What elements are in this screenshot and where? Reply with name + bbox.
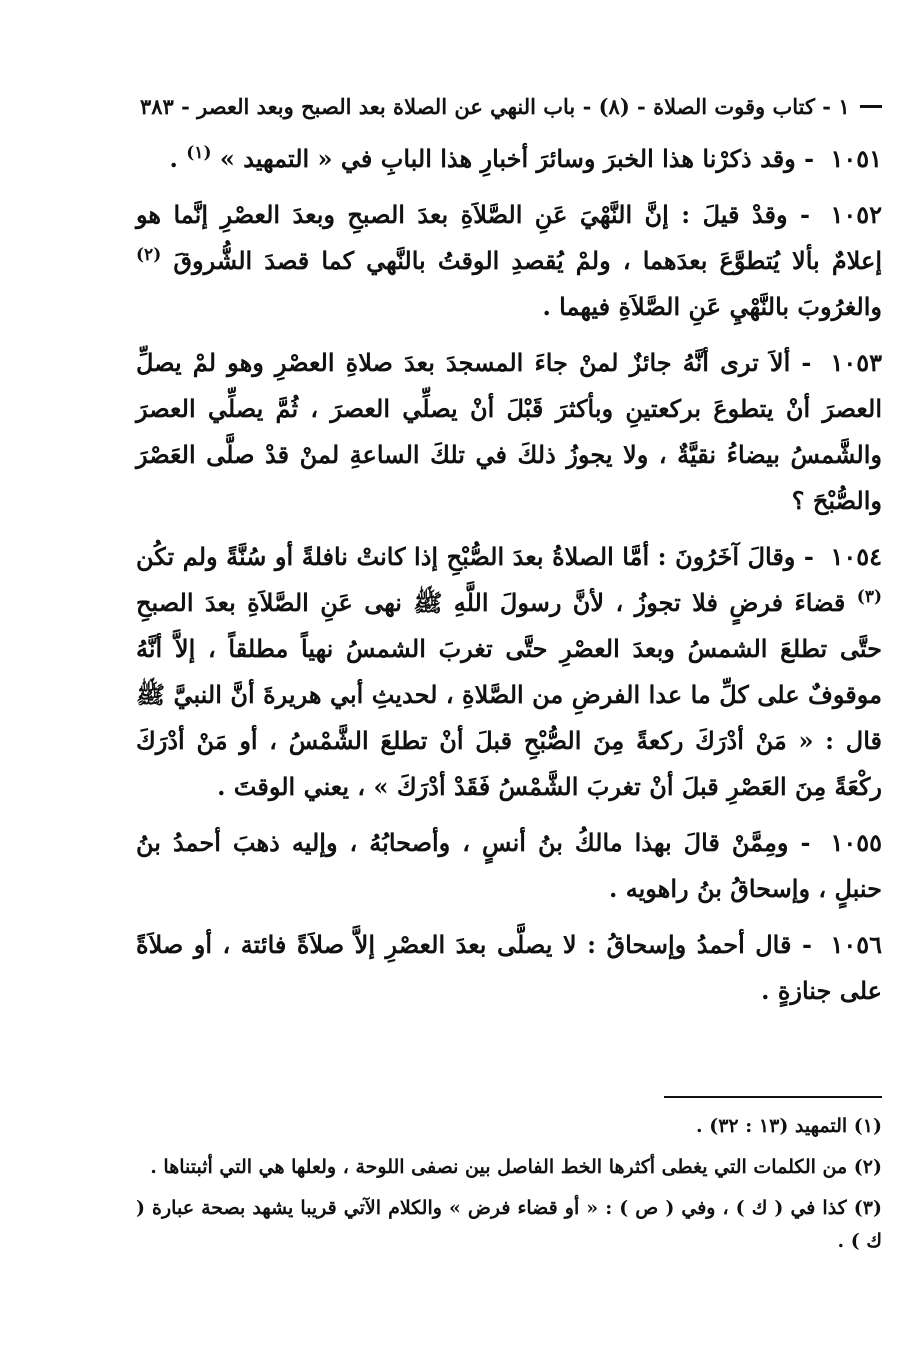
paragraph-tail: والغرُوبَ بالنَّهْيِ عَنِ الصَّلاَةِ فيهما . [542, 292, 882, 321]
paragraph-text: - وقدْ قيلَ : إنَّ النَّهْيَ عَنِ الصَّلاَةِ بعدَ الصبحِ وبعدَ العصْرِ إنَّما هو إعلامٌ بألا يُتطوَّعَ بعدَهما ، ولمْ يُقصدِ الوقتُ بالنَّهي كما قصدَ الشُّروقَ [136, 200, 882, 275]
paragraph-1054 [136, 534, 882, 810]
running-title: ١ - كتاب وقوت الصلاة - (٨) - باب النهي عن الصلاة بعد الصبح وبعد العصر - ٣٨٣ [140, 93, 850, 119]
footnote-ref-1[interactable]: (١) [186, 143, 212, 163]
footnote-2: (٢) من الكلمات التي يغطى أكثرها الخط الفاصل بين نصفى اللوحة ، ولعلها هي التي أثبتناها . [150, 1156, 882, 1178]
paragraph-tail: . [169, 144, 178, 173]
running-header [140, 88, 882, 124]
paragraph-1055 [136, 820, 882, 912]
header-dash [860, 105, 882, 108]
paragraph-number: ١٠٥٢ [830, 200, 883, 229]
paragraph-1056 [136, 922, 882, 1014]
footnote-ref-2[interactable]: (٢) [136, 245, 162, 265]
paragraph-number: ١٠٥٥ [830, 828, 883, 857]
footnote-ref-3[interactable]: (٣) [856, 587, 882, 607]
paragraph-text: - ألاَ ترى أنَّهُ جائزٌ لمنْ جاءَ المسجدَ بعدَ صلاةِ العصْرِ وهو لمْ يصلِّ العصرَ أنْ يتطوعَ بركعتينِ وبأكثرَ قَبْلَ أنْ يصلِّي العصرَ ، ثُمَّ يصلِّي العصرَ والشَّمسُ بيضاءُ نقيَّةٌ ، ولا يجوزُ ذلكَ في تلكَ الساعةِ لمنْ قدْ صلَّى العَصْرَ والصُّبْحَ ؟ [136, 348, 882, 515]
paragraph-text: - وقد ذكرْنا هذا الخبرَ وسائرَ أخبارِ هذا البابِ في « التمهيد » [219, 144, 815, 173]
footnote-1: (١) التمهيد (١٣ : ٣٢) . [695, 1115, 882, 1137]
paragraph-1053 [136, 340, 882, 524]
paragraph-1052 [136, 192, 882, 330]
paragraph-number: ١٠٥٣ [830, 348, 883, 377]
paragraph-tail: قضاءَ فرضٍ فلا تجوزُ ، لأنَّ رسولَ اللَّهِ ﷺ نهى عَنِ الصَّلاَةِ بعدَ الصبحِ حتَّى تطلعَ الشمسُ وبعدَ العصْرِ حتَّى تغربَ الشمسُ نهياً مطلقاً ، إلاَّ أنَّهُ موقوفٌ على كلِّ ما عدا الفرضِ من الصَّلاةِ ، لحديثِ أبي هريرةَ أنَّ النبيَّ ﷺ قال : « مَنْ أدْرَكَ ركعةً مِنَ الصُّبْحِ قبلَ أنْ تطلعَ الشَّمْسُ ، أو مَنْ أدْرَكَ ركْعَةً مِنَ العَصْرِ قبلَ أنْ تغربَ الشَّمْسُ فَقَدْ أدْرَكَ » ، يعني الوقتَ . [136, 588, 882, 801]
footnote-divider [664, 1096, 882, 1098]
paragraph-text: - قال أحمدُ وإسحاقُ : لا يصلَّى بعدَ العصْرِ إلاَّ صلاَةً فائتة ، أو صلاَةً على جنازةٍ . [136, 930, 882, 1005]
paragraph-number: ١٠٥٤ [830, 542, 882, 571]
footnotes [136, 1110, 882, 1266]
paragraph-number: ١٠٥٦ [830, 930, 883, 959]
paragraph-1051 [136, 136, 882, 182]
main-text [136, 136, 882, 1024]
footnote-3: (٣) كذا في ( ك ) ، وفي ( ص ) : « أو قضاء فرض » والكلام الآتي قريبا يشهد بصحة عبارة ( ك ) . [136, 1197, 882, 1252]
paragraph-text: - ومِمَّنْ قالَ بهذا مالكُ بنُ أنسٍ ، وأصحابُهُ ، وإليه ذهبَ أحمدُ بنُ حنبلٍ ، وإسحاقُ بنُ راهويه . [136, 828, 882, 903]
paragraph-number: ١٠٥١ [830, 144, 882, 173]
paragraph-text: - وقالَ آخَرُونَ : أمَّا الصلاةُ بعدَ الصُّبْحِ إذا كانتْ نافلةً أو سُنَّةً ولم تكُن [136, 542, 814, 571]
